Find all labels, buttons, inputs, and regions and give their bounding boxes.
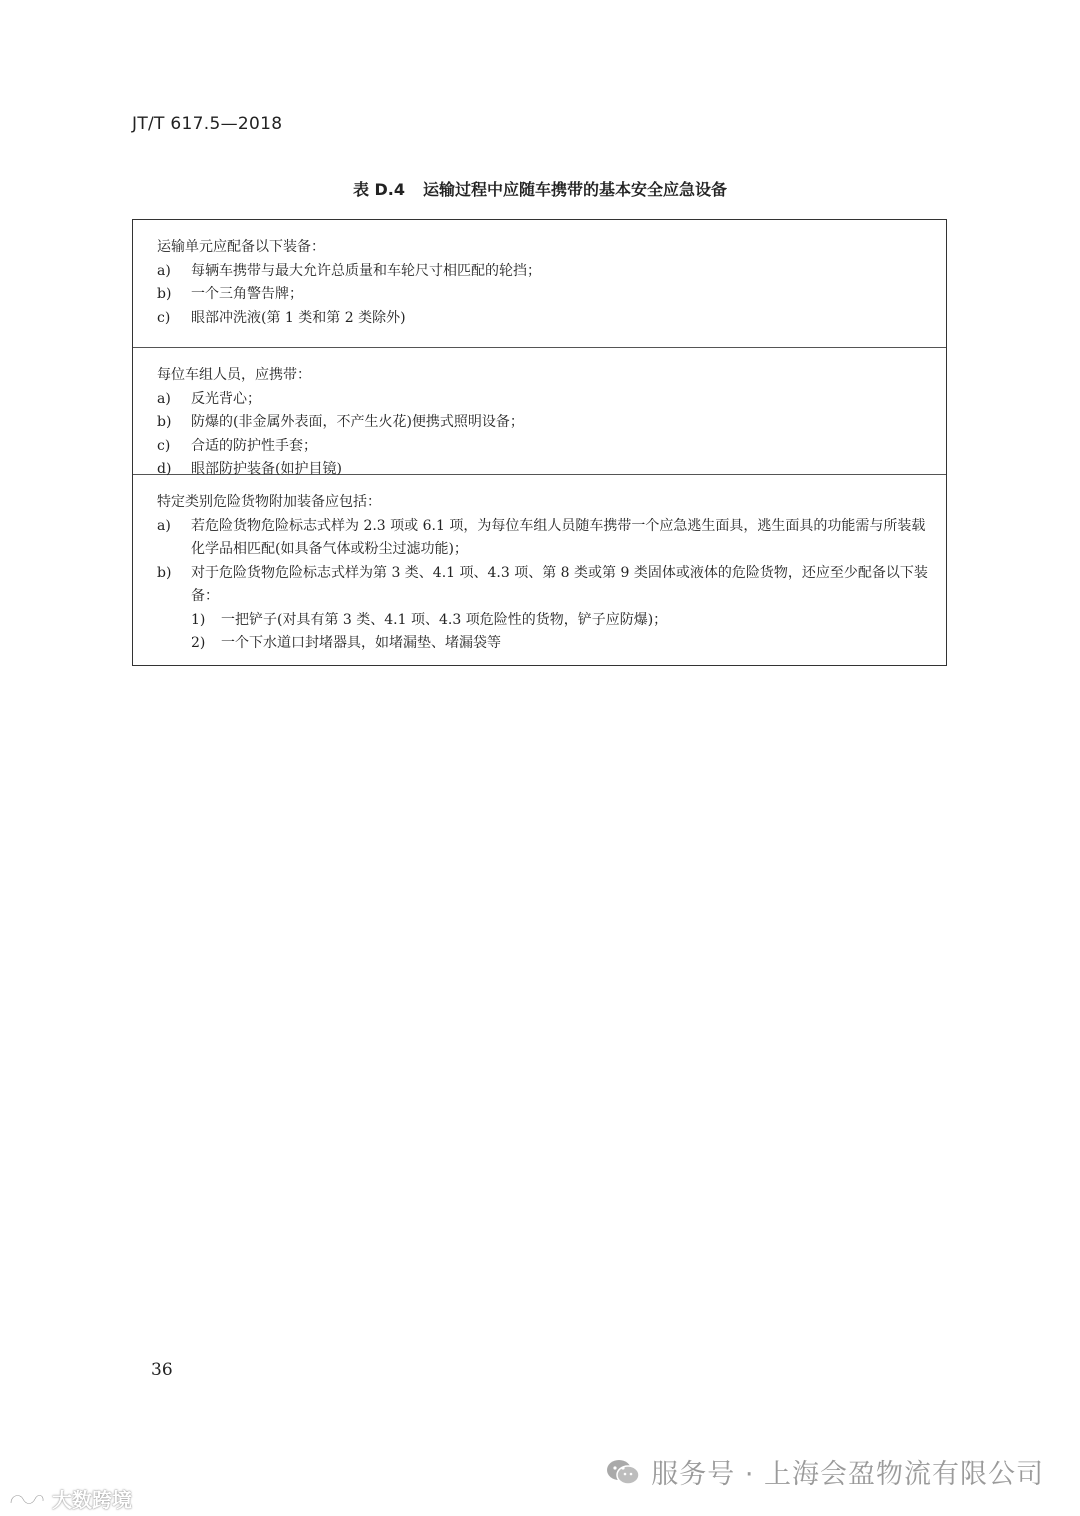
brand-logo-icon (8, 1489, 46, 1509)
item-marker: a) (157, 517, 171, 534)
item-marker: a) (157, 262, 171, 279)
item-text: 眼部防护装备(如护目镜) (191, 461, 342, 477)
item-text: 反光背心； (191, 390, 261, 407)
item-text: 眼部冲洗液(第 1 类和第 2 类除外) (191, 309, 406, 326)
subitem-text: 一把铲子(对具有第 3 类、4.1 项、4.3 项危险性的货物，铲子应防爆)； (221, 611, 668, 628)
item-marker: b) (157, 414, 172, 430)
table-number: 表 D.4 (352, 180, 406, 199)
list-item (157, 283, 932, 307)
list-item (157, 458, 932, 482)
item-marker: c) (157, 437, 171, 454)
section-heading: 运输单元应配备以下装备： (157, 239, 325, 255)
subitem-marker: 1) (191, 611, 206, 628)
list-item (157, 260, 932, 284)
item-text: 对于危险货物危险标志式样为第 3 类、4.1 项、4.3 项、第 8 类或第 9 类固体或液体的危险货物，还应至少配备以下装备： (191, 564, 928, 604)
item-marker: b) (157, 286, 172, 302)
item-marker: c) (157, 309, 171, 326)
subitem-text: 一个下水道口封堵器具，如堵漏垫、堵漏袋等 (221, 635, 501, 651)
sub-list-item (157, 632, 932, 656)
corner-watermark-text: 大数跨境 (52, 1488, 132, 1512)
list-item (157, 435, 932, 459)
item-text: 合适的防护性手套； (191, 437, 317, 454)
footer-watermark (605, 1452, 1044, 1491)
item-text: 一个三角警告牌； (191, 286, 303, 302)
subitem-marker: 2) (191, 635, 206, 651)
list-item (157, 388, 932, 412)
item-marker: d) (157, 461, 172, 477)
item-marker: a) (157, 390, 171, 407)
list-item (157, 562, 932, 609)
item-text: 每辆车携带与最大允许总质量和车轮尺寸相匹配的轮挡； (191, 262, 541, 279)
table-title-text: 运输过程中应随车携带的基本安全应急设备 (423, 180, 728, 199)
table-section-crew-member (133, 348, 946, 475)
list-item (157, 515, 932, 562)
table-section-specific-class (133, 475, 946, 665)
sub-list-item (157, 609, 932, 633)
footer-watermark-text: 服务号 · 上海会盈物流有限公司 (651, 1459, 1044, 1490)
item-text: 若危险货物危险标志式样为 2.3 项或 6.1 项，为每位车组人员随车携带一个应急逃生面具，逃生面具的功能需与所装载化学品相匹配(如具备气体或粉尘过滤功能)； (191, 517, 926, 557)
list-item (157, 307, 932, 331)
corner-watermark (8, 1484, 132, 1513)
section-heading: 特定类别危险货物附加装备应包括： (157, 494, 381, 510)
table-title (132, 177, 948, 200)
page-number: 36 (151, 1360, 173, 1380)
equipment-table (132, 219, 947, 666)
wechat-icon (605, 1458, 641, 1486)
item-text: 防爆的(非金属外表面，不产生火花)便携式照明设备； (191, 414, 524, 430)
standard-code: JT/T 617.5—2018 (132, 114, 283, 134)
item-marker: b) (157, 564, 172, 581)
section-heading: 每位车组人员，应携带： (157, 367, 311, 383)
list-item (157, 411, 932, 435)
table-section-transport-unit (133, 220, 946, 348)
